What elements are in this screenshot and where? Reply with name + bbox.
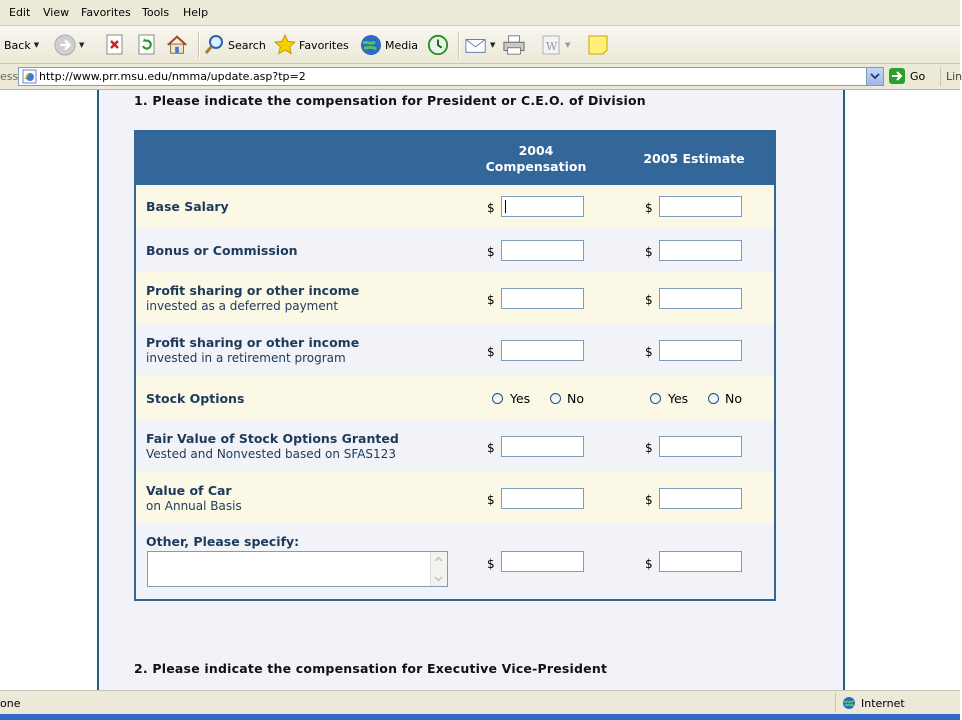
go-label: Go [910, 69, 926, 83]
question-1-title: 1. Please indicate the compensation for President or C.E.O. of Division [134, 93, 646, 108]
currency-symbol: $ [487, 245, 495, 259]
refresh-icon [136, 34, 158, 56]
discuss-button[interactable] [587, 31, 609, 59]
refresh-button[interactable] [136, 31, 158, 59]
question-2-title: 2. Please indicate the compensation for Executive Vice-President [134, 661, 608, 676]
status-text: one [0, 697, 21, 710]
car-value-2005-input[interactable] [659, 488, 742, 509]
currency-symbol: $ [487, 493, 495, 507]
header-2005-estimate: 2005 Estimate [643, 151, 745, 166]
address-label: ess [0, 70, 19, 83]
menu-tools[interactable]: Tools [142, 6, 170, 19]
text-cursor [505, 200, 506, 213]
compensation-table [134, 130, 776, 601]
address-url-text: http://www.prr.msu.edu/nmma/update.asp?tp=2 [39, 70, 306, 83]
currency-symbol: $ [645, 493, 653, 507]
internet-globe-icon [842, 696, 856, 710]
table-row [136, 524, 774, 599]
favorites-label: Favorites [299, 38, 349, 52]
links-label[interactable]: Lin [946, 70, 962, 83]
table-row [136, 272, 774, 324]
bonus-2004-input[interactable] [501, 240, 584, 261]
table-row [136, 472, 774, 524]
base-salary-2004-input[interactable] [501, 196, 584, 217]
status-bar [0, 690, 960, 714]
home-button[interactable] [166, 31, 188, 59]
row-label: Other, Please specify: [146, 534, 300, 549]
stop-icon [104, 34, 126, 56]
zone-label: Internet [861, 697, 905, 710]
currency-symbol: $ [645, 201, 653, 215]
chevron-down-icon [867, 68, 882, 83]
base-salary-2005-input[interactable] [659, 196, 742, 217]
stock-options-2005-yes-radio[interactable] [650, 393, 661, 404]
survey-panel [97, 90, 845, 690]
table-header [136, 132, 774, 185]
currency-symbol: $ [487, 201, 495, 215]
mail-button[interactable] [465, 31, 495, 59]
header-2004-line1: 2004 [518, 143, 554, 158]
menu-view[interactable]: View [43, 6, 70, 19]
note-icon [587, 34, 609, 56]
favorites-button[interactable] [274, 31, 349, 59]
other-2004-input[interactable] [501, 551, 584, 572]
profit-retirement-2005-input[interactable] [659, 340, 742, 361]
print-icon [503, 34, 525, 56]
currency-symbol: $ [487, 441, 495, 455]
row-label: Fair Value of Stock Options Granted [146, 431, 399, 446]
go-button[interactable] [888, 67, 925, 85]
table-row [136, 376, 774, 420]
profit-deferred-2004-input[interactable] [501, 288, 584, 309]
svg-text:W: W [546, 40, 558, 53]
edit-dropdown-icon[interactable]: ▼ [565, 41, 571, 49]
taskbar [0, 714, 960, 720]
row-label: Value of Car [146, 483, 232, 498]
row-label: Stock Options [146, 391, 245, 406]
scrollbar[interactable] [430, 552, 447, 586]
back-button[interactable] [4, 31, 39, 59]
menu-favorites[interactable]: Favorites [81, 6, 131, 19]
profit-deferred-2005-input[interactable] [659, 288, 742, 309]
fair-value-2005-input[interactable] [659, 436, 742, 457]
go-arrow-icon [888, 67, 906, 85]
edit-document-icon [540, 34, 562, 56]
menu-bar [0, 0, 960, 26]
table-row [136, 420, 774, 472]
header-2004-line2: Compensation [485, 159, 587, 174]
forward-icon [54, 34, 76, 56]
edit-button[interactable] [540, 31, 570, 59]
menu-help[interactable]: Help [183, 6, 209, 19]
row-sublabel: on Annual Basis [146, 499, 242, 513]
search-icon [203, 34, 225, 56]
currency-symbol: $ [645, 441, 653, 455]
header-2004-compensation [471, 143, 601, 175]
currency-symbol: $ [645, 345, 653, 359]
row-label: Profit sharing or other income [146, 283, 360, 298]
menu-edit[interactable]: Edit [9, 6, 31, 19]
page-viewport [0, 90, 960, 690]
toolbar [0, 26, 960, 64]
back-label: Back [4, 38, 31, 52]
bonus-2005-input[interactable] [659, 240, 742, 261]
currency-symbol: $ [645, 293, 653, 307]
radio-label-yes: Yes [510, 391, 531, 406]
address-bar [0, 64, 960, 90]
favorites-star-icon [274, 34, 296, 56]
page-icon [22, 69, 37, 84]
currency-symbol: $ [487, 345, 495, 359]
currency-symbol: $ [645, 557, 653, 571]
forward-dropdown-icon[interactable]: ▼ [79, 41, 85, 49]
address-input[interactable] [18, 67, 884, 86]
currency-symbol: $ [645, 245, 653, 259]
fair-value-2004-input[interactable] [501, 436, 584, 457]
row-sublabel: Vested and Nonvested based on SFAS123 [146, 447, 396, 461]
print-button[interactable] [503, 31, 525, 59]
table-row [136, 185, 774, 228]
back-dropdown-icon[interactable]: ▼ [33, 41, 40, 49]
stock-options-2004-yes-radio[interactable] [492, 393, 503, 404]
table-row [136, 228, 774, 272]
car-value-2004-input[interactable] [501, 488, 584, 509]
other-specify-textarea[interactable] [147, 551, 448, 587]
row-sublabel: invested as a deferred payment [146, 299, 339, 313]
forward-button[interactable] [54, 31, 84, 59]
media-label: Media [385, 38, 419, 52]
stock-options-2004-no-radio[interactable] [550, 393, 561, 404]
address-dropdown-button[interactable] [866, 68, 883, 85]
row-label: Profit sharing or other income [146, 335, 360, 350]
media-icon [360, 34, 382, 56]
other-2005-input[interactable] [659, 551, 742, 572]
media-button[interactable] [360, 31, 418, 59]
search-label: Search [228, 38, 266, 52]
row-label: Base Salary [146, 199, 229, 214]
currency-symbol: $ [487, 293, 495, 307]
currency-symbol: $ [487, 557, 495, 571]
radio-label-yes: Yes [668, 391, 689, 406]
history-button[interactable] [427, 31, 449, 59]
radio-label-no: No [567, 391, 584, 406]
stop-button[interactable] [104, 31, 126, 59]
profit-retirement-2004-input[interactable] [501, 340, 584, 361]
table-row [136, 324, 774, 376]
search-button[interactable] [203, 31, 266, 59]
row-sublabel: invested in a retirement program [146, 351, 346, 365]
home-icon [166, 34, 188, 56]
mail-dropdown-icon[interactable]: ▼ [490, 41, 496, 49]
history-icon [427, 34, 449, 56]
row-label: Bonus or Commission [146, 243, 298, 258]
stock-options-2005-no-radio[interactable] [708, 393, 719, 404]
radio-label-no: No [725, 391, 742, 406]
mail-icon [465, 34, 487, 56]
scroll-arrows-icon [431, 552, 446, 586]
